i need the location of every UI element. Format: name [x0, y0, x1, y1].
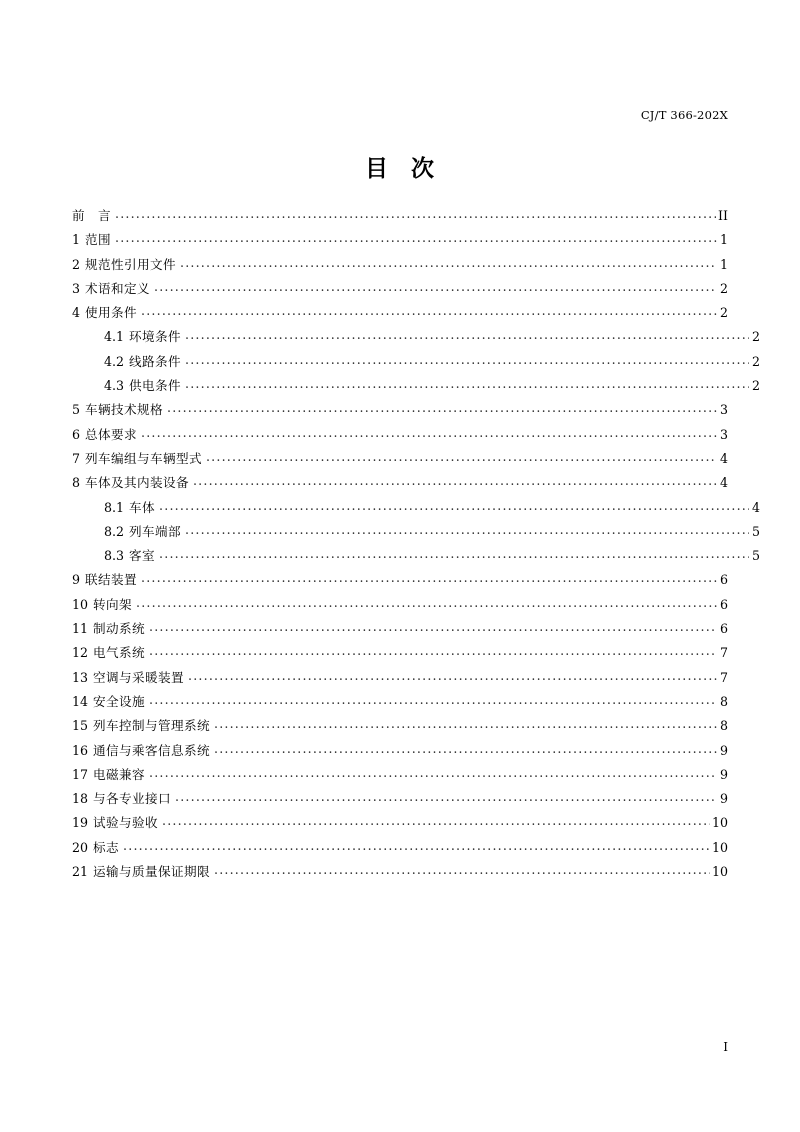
toc-entry-page-number: 9	[719, 791, 728, 807]
toc-entry-page-number: 6	[719, 621, 728, 637]
toc-entry-number: 4.1	[104, 329, 125, 345]
toc-entry-label: 供电条件	[129, 378, 182, 394]
footer-page-number: I	[723, 1040, 728, 1054]
toc-entry-number: 15	[72, 718, 89, 734]
toc-entry-page-number: 7	[719, 645, 728, 661]
toc-entry-page-number: 3	[719, 426, 728, 442]
toc-dot-leader	[154, 281, 717, 293]
toc-entry[interactable]	[72, 764, 728, 788]
toc-entry-label: 客室	[129, 548, 156, 564]
toc-dot-leader	[185, 378, 749, 390]
toc-dot-leader	[193, 475, 717, 487]
toc-dot-leader	[159, 500, 749, 512]
toc-dot-leader	[149, 645, 717, 657]
toc-dot-leader	[214, 718, 717, 730]
toc-entry-number: 21	[72, 864, 89, 880]
toc-entry[interactable]	[72, 667, 728, 691]
toc-entry-page-number: 4	[719, 475, 728, 491]
toc-entry[interactable]	[72, 691, 728, 715]
toc-entry-page-number: 2	[719, 305, 728, 321]
toc-entry-number: 19	[72, 815, 89, 831]
toc-entry-number: 8.3	[104, 548, 125, 564]
toc-entry-page-number: 2	[719, 280, 728, 296]
toc-entry-label: 电气系统	[93, 645, 146, 661]
toc-dot-leader	[159, 548, 749, 560]
toc-entry-page-number: 8	[719, 718, 728, 734]
toc-entry[interactable]	[72, 545, 760, 569]
toc-dot-leader	[123, 840, 710, 852]
toc-entry-label: 联结装置	[85, 572, 137, 588]
toc-entry-label: 车体	[129, 499, 156, 515]
toc-entry-number: 20	[72, 839, 89, 855]
toc-entry-number: 8.1	[104, 499, 125, 515]
toc-entry-page-number: 10	[711, 839, 728, 855]
toc-entry-page-number: 10	[711, 815, 728, 831]
toc-entry[interactable]	[72, 642, 728, 666]
toc-dot-leader	[206, 451, 717, 463]
toc-entry[interactable]	[72, 497, 760, 521]
running-header-standard-code: CJ/T 366-202X	[640, 108, 728, 122]
toc-entry-label: 运输与质量保证期限	[93, 864, 210, 880]
toc-entry[interactable]	[72, 326, 760, 350]
toc-entry[interactable]	[72, 424, 728, 448]
toc-entry-number: 4.2	[104, 353, 125, 369]
toc-dot-leader	[185, 329, 749, 341]
toc-entry[interactable]	[72, 788, 728, 812]
toc-entry-label: 电磁兼容	[93, 766, 146, 782]
toc-entry-label: 制动系统	[93, 621, 146, 637]
toc-entry-label: 车体及其内装设备	[85, 475, 189, 491]
toc-entry-page-number: 6	[719, 596, 728, 612]
toc-entry[interactable]	[72, 715, 728, 739]
page-title	[0, 150, 800, 183]
toc-entry-label: 与各专业接口	[93, 791, 171, 807]
toc-entry-page-number: 1	[719, 232, 728, 248]
toc-entry[interactable]	[72, 618, 728, 642]
toc-entry-page-number: 4	[719, 450, 728, 466]
toc-entry-label: 试验与验收	[93, 815, 158, 831]
toc-entry-page-number: 6	[719, 572, 728, 588]
toc-entry-label: 转向架	[93, 596, 133, 612]
toc-entry[interactable]	[72, 254, 728, 278]
toc-dot-leader	[167, 402, 717, 414]
toc-entry-number: 4	[72, 305, 81, 321]
toc-entry-number: 14	[72, 693, 89, 709]
toc-entry[interactable]	[72, 399, 728, 423]
toc-dot-leader	[149, 767, 717, 779]
toc-entry[interactable]	[72, 205, 728, 229]
toc-dot-leader	[175, 791, 717, 803]
toc-entry-label: 环境条件	[129, 329, 182, 345]
page-title-char-1: 目	[365, 155, 389, 182]
toc-dot-leader	[185, 524, 749, 536]
toc-entry[interactable]	[72, 740, 728, 764]
toc-dot-leader	[149, 694, 717, 706]
toc-entry-page-number: 7	[719, 669, 728, 685]
toc-entry-label: 前 言	[72, 208, 111, 223]
toc-entry[interactable]	[72, 472, 728, 496]
toc-entry-number: 12	[72, 645, 89, 661]
toc-entry-number: 17	[72, 766, 89, 782]
toc-dot-leader	[214, 864, 710, 876]
toc-dot-leader	[115, 232, 717, 244]
toc-entry-number: 8	[72, 475, 81, 491]
toc-entry-label: 术语和定义	[85, 280, 150, 296]
toc-entry-page-number: 4	[751, 499, 760, 515]
toc-entry-label: 安全设施	[93, 693, 146, 709]
toc-entry-page-number: 2	[751, 329, 760, 345]
toc-entry-page-number: 5	[751, 523, 760, 539]
toc-dot-leader	[115, 208, 716, 220]
table-of-contents	[72, 205, 760, 885]
toc-entry-label: 列车控制与管理系统	[93, 718, 210, 734]
toc-dot-leader	[136, 597, 717, 609]
toc-dot-leader	[180, 257, 717, 269]
toc-entry-number: 6	[72, 426, 81, 442]
toc-entry-label: 列车编组与车辆型式	[85, 450, 202, 466]
toc-dot-leader	[141, 572, 717, 584]
toc-dot-leader	[188, 670, 717, 682]
toc-dot-leader	[214, 743, 717, 755]
toc-entry-page-number: 3	[719, 402, 728, 418]
toc-entry-number: 18	[72, 791, 89, 807]
toc-entry-page-number: 5	[751, 548, 760, 564]
toc-entry-label: 总体要求	[85, 426, 137, 442]
toc-entry-label: 范围	[85, 232, 112, 248]
toc-entry-page-number: 8	[719, 693, 728, 709]
toc-entry[interactable]	[72, 375, 760, 399]
toc-entry[interactable]	[72, 594, 728, 618]
toc-entry-number: 4.3	[104, 378, 125, 394]
toc-entry-label: 规范性引用文件	[85, 256, 176, 272]
toc-entry-page-number: II	[718, 208, 728, 223]
toc-entry-page-number: 2	[751, 353, 760, 369]
toc-entry[interactable]	[72, 302, 728, 326]
toc-entry-number: 9	[72, 572, 81, 588]
toc-entry-page-number: 10	[711, 864, 728, 880]
toc-entry-page-number: 9	[719, 742, 728, 758]
toc-entry-label: 使用条件	[85, 305, 137, 321]
toc-entry-page-number: 9	[719, 766, 728, 782]
toc-entry-label: 标志	[93, 839, 120, 855]
toc-entry-number: 13	[72, 669, 89, 685]
toc-entry-number: 5	[72, 402, 81, 418]
toc-entry-number: 7	[72, 450, 81, 466]
toc-entry-label: 车辆技术规格	[85, 402, 163, 418]
toc-entry-number: 16	[72, 742, 89, 758]
toc-dot-leader	[141, 427, 717, 439]
toc-entry[interactable]	[72, 521, 760, 545]
toc-dot-leader	[185, 354, 749, 366]
toc-entry-number: 10	[72, 596, 89, 612]
toc-entry[interactable]	[72, 278, 728, 302]
toc-dot-leader	[149, 621, 717, 633]
toc-entry[interactable]	[72, 569, 728, 593]
page-title-char-2: 次	[411, 155, 435, 182]
toc-entry[interactable]	[72, 351, 760, 375]
toc-entry-label: 列车端部	[129, 523, 182, 539]
toc-entry[interactable]	[72, 229, 728, 253]
toc-dot-leader	[162, 815, 710, 827]
toc-entry-number: 11	[72, 621, 89, 637]
toc-entry-page-number: 1	[719, 256, 728, 272]
toc-entry[interactable]	[72, 448, 728, 472]
toc-entry-number: 8.2	[104, 523, 125, 539]
toc-entry-label: 通信与乘客信息系统	[93, 742, 210, 758]
toc-entry-page-number: 2	[751, 378, 760, 394]
toc-entry[interactable]	[72, 861, 728, 885]
toc-entry-number: 3	[72, 280, 81, 296]
toc-entry-label: 空调与采暖装置	[93, 669, 184, 685]
toc-entry-label: 线路条件	[129, 353, 182, 369]
toc-entry-number: 2	[72, 256, 81, 272]
toc-dot-leader	[141, 305, 717, 317]
toc-entry[interactable]	[72, 812, 728, 836]
toc-entry-number: 1	[72, 232, 81, 248]
toc-entry[interactable]	[72, 837, 728, 861]
